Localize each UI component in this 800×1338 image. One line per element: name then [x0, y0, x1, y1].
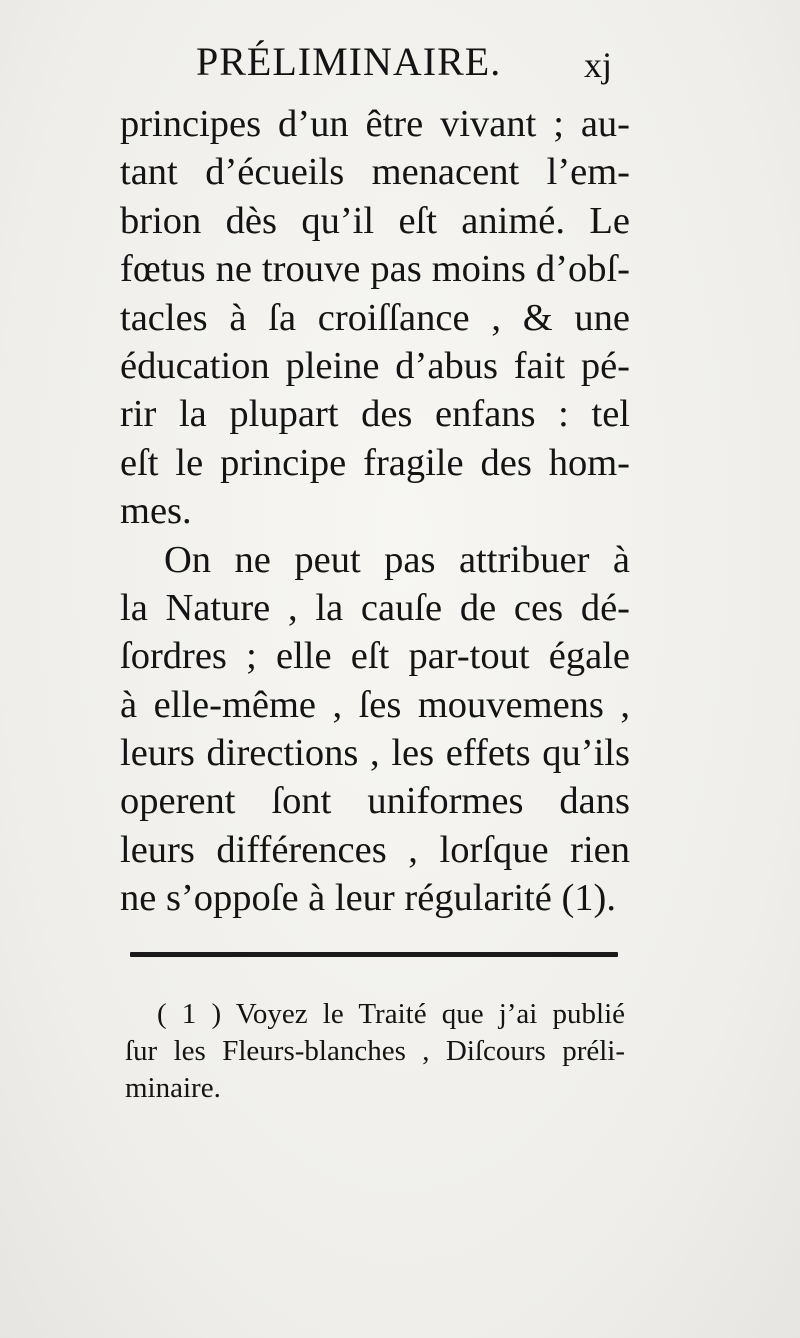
text-line: mes. [120, 490, 192, 533]
text-line: operent ſont uniformes dans [120, 780, 630, 823]
text-line: fœtus ne trouve pas moins d’obſ- [120, 248, 630, 291]
footnote [125, 996, 625, 1107]
text-line: la Nature , la cauſe de ces dé- [120, 586, 630, 629]
text-line: principes d’un être vivant ; au- [120, 103, 630, 145]
text-line: éducation pleine d’abus fait pé- [120, 344, 630, 387]
footnote-line: ſur les Fleurs-blanches , Diſcours préli- [125, 1035, 625, 1067]
text-line: brion dès qu’il eſt animé. Le [120, 199, 630, 242]
footnote-rule [130, 952, 618, 957]
text-line: On ne peut pas attribuer à [164, 538, 630, 581]
footnote-line: ( 1 ) Voyez le Traité que j’ai publié [157, 998, 625, 1030]
text-line: ne s’oppoſe à leur régularité (1). [120, 877, 617, 920]
text-line: à elle-même , ſes mouvemens , [120, 683, 630, 726]
text-line: rir la plupart des enfans : tel [120, 393, 630, 436]
text-line: tacles à ſa croiſſance , & une [120, 296, 630, 339]
text-line: eſt le principe fragile des hom- [120, 441, 630, 484]
page-number: xj [584, 45, 613, 85]
page-header [196, 38, 626, 98]
text-line: leurs différences , lorſque rien [120, 828, 630, 871]
body-text [120, 100, 630, 923]
text-line: tant d’écueils menacent l’em- [120, 151, 630, 194]
running-head: PRÉLIMINAIRE. [196, 39, 502, 84]
footnote-line: minaire. [125, 1072, 221, 1104]
text-line: ſordres ; elle eſt par-tout égale [120, 635, 630, 678]
text-line: leurs directions , les effets qu’ils [120, 732, 630, 775]
